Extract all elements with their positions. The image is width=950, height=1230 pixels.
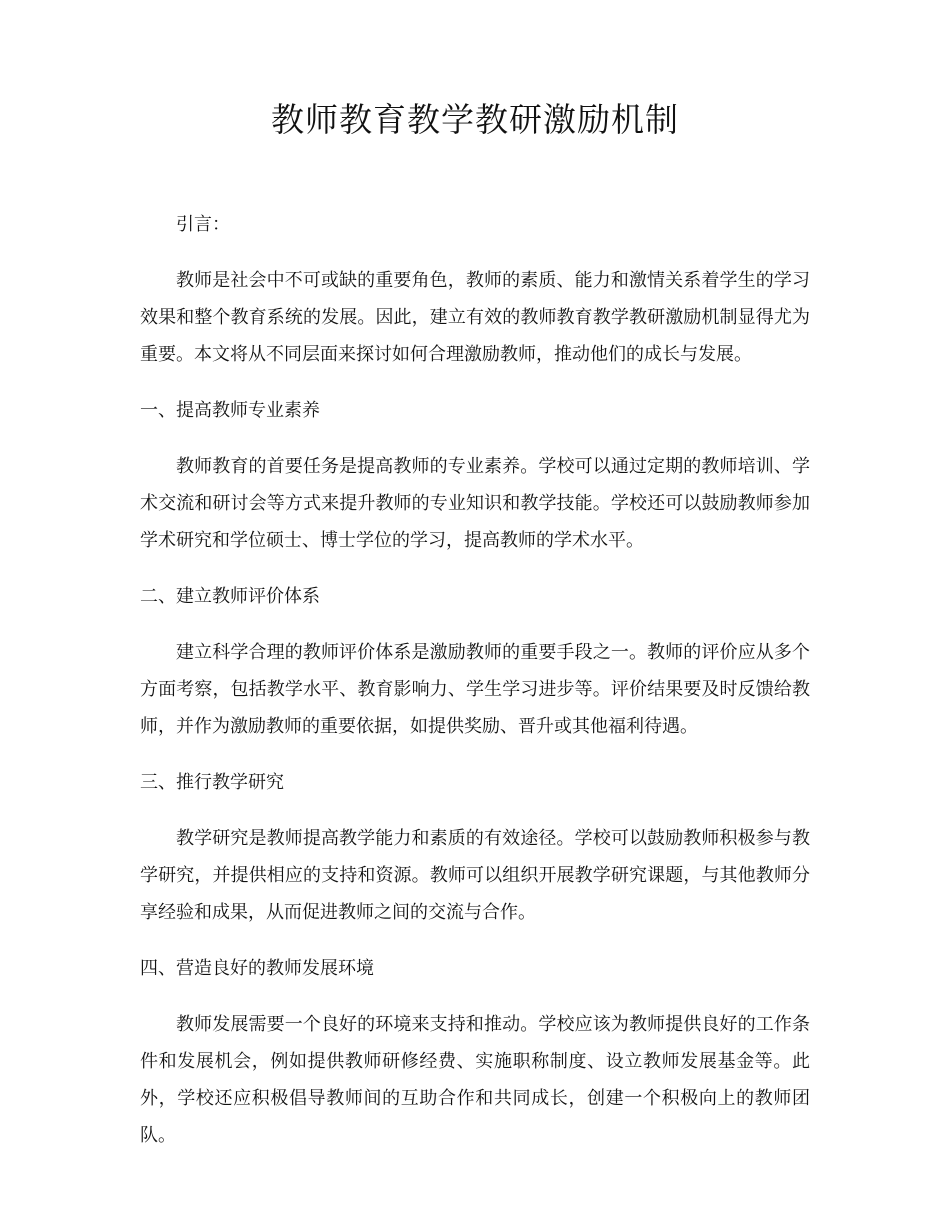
intro-paragraph: 教师是社会中不可或缺的重要角色，教师的素质、能力和激情关系着学生的学习效果和整个教育系统的发展。因此，建立有效的教师教育教学教研激励机制显得尤为重要。本文将从不同层面来探讨如何合理激励教师，推动他们的成长与发展。 bbox=[140, 270, 810, 365]
section-heading-4: 四、营造良好的教师发展环境 bbox=[140, 958, 374, 979]
section-body-3: 教学研究是教师提高教学能力和素质的有效途径。学校可以鼓励教师积极参与教学研究，并提供相应的支持和资源。教师可以组织开展教学研究课题，与其他教师分享经验和成果，从而促进教师之间的交流与合作。 bbox=[140, 828, 810, 923]
section-heading-1: 一、提高教师专业素养 bbox=[140, 400, 320, 421]
section-heading-2: 二、建立教师评价体系 bbox=[140, 586, 320, 607]
document-title: 教师教育教学教研激励机制 bbox=[271, 100, 679, 139]
section-body-1: 教师教育的首要任务是提高教师的专业素养。学校可以通过定期的教师培训、学术交流和研讨会等方式来提升教师的专业知识和教学技能。学校还可以鼓励教师参加学术研究和学位硕士、博士学位的学习，提高教师的学术水平。 bbox=[140, 456, 810, 551]
section-heading-3: 三、推行教学研究 bbox=[140, 772, 284, 793]
section-body-4: 教师发展需要一个良好的环境来支持和推动。学校应该为教师提供良好的工作条件和发展机会，例如提供教师研修经费、实施职称制度、设立教师发展基金等。此外，学校还应积极倡导教师间的互助合作和共同成长，创建一个积极向上的教师团队。 bbox=[140, 1014, 810, 1146]
section-body-2: 建立科学合理的教师评价体系是激励教师的重要手段之一。教师的评价应从多个方面考察，包括教学水平、教育影响力、学生学习进步等。评价结果要及时反馈给教师，并作为激励教师的重要依据，如提供奖励、晋升或其他福利待遇。 bbox=[140, 642, 810, 737]
intro-label: 引言： bbox=[176, 214, 230, 235]
